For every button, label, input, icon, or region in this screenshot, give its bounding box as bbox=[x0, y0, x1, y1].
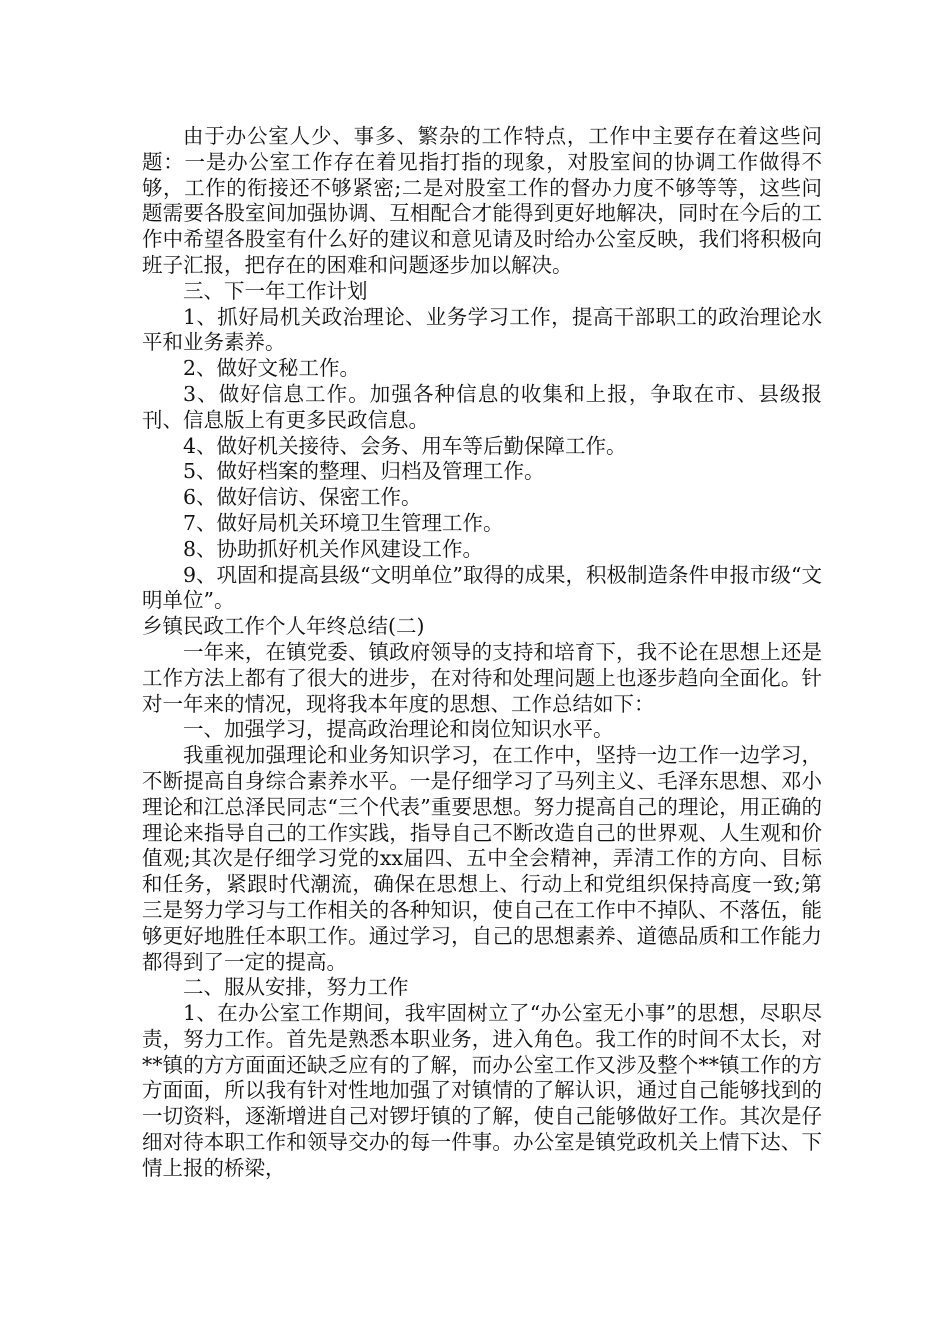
plan-item-8: 8、协助抓好机关作风建设工作。 bbox=[183, 536, 484, 561]
heading-next-year-plan: 三、下一年工作计划 bbox=[183, 278, 368, 303]
plan-item-6: 6、做好信访、保密工作。 bbox=[183, 485, 422, 510]
plan-item-1: 1、抓好局机关政治理论、业务学习工作，提高干部职工的政治理论水平和业务素养。 bbox=[142, 304, 822, 355]
plan-item-2: 2、做好文秘工作。 bbox=[183, 356, 361, 381]
heading-work: 二、服从安排，努力工作 bbox=[183, 975, 409, 1000]
document-page bbox=[142, 124, 822, 1182]
plan-item-7: 7、做好局机关环境卫生管理工作。 bbox=[183, 510, 504, 535]
plan-item-4: 4、做好机关接待、会务、用车等后勤保障工作。 bbox=[183, 433, 627, 458]
heading-study: 一、加强学习，提高政治理论和岗位知识水平。 bbox=[183, 717, 614, 742]
paragraph-study: 我重视加强理论和业务知识学习，在工作中，坚持一边工作一边学习，不断提高自身综合素养水平。一是仔细学习了马列主义、毛泽东思想、邓小理论和江总泽民同志“三个代表”重要思想。努力提高自己的理论，用正确的理论来指导自己的工作实践，指导自己不断改造自己的世界观、人生观和价值观;其次是仔细学习党的xx届四、五中全会精神，弄清工作的方向、目标和任务，紧跟时代潮流，确保在思想上、行动上和党组织保持高度一致;第三是努力学习与工作相关的各种知识，使自己在工作中不掉队、不落伍，能够更好地胜任本职工作。通过学习，自己的思想素养、道德品质和工作能力都得到了一定的提高。 bbox=[142, 743, 822, 974]
section-title: 乡镇民政工作个人年终总结(二) bbox=[142, 614, 425, 639]
plan-item-9: 9、巩固和提高县级“文明单位”取得的成果，积极制造条件申报市级“文明单位”。 bbox=[142, 562, 822, 613]
plan-item-3: 3、做好信息工作。加强各种信息的收集和上报，争取在市、县级报刊、信息版上有更多民政信息。 bbox=[142, 381, 822, 432]
paragraph-office-problems: 由于办公室人少、事多、繁杂的工作特点，工作中主要存在着这些问题：一是办公室工作存在着见指打指的现象，对股室间的协调工作做得不够，工作的衔接还不够紧密;二是对股室工作的督办力度不够等等，这些问题需要各股室间加强协调、互相配合才能得到更好地解决，同时在今后的工作中希望各股室有什么好的建议和意见请及时给办公室反映，我们将积极向班子汇报，把存在的困难和问题逐步加以解决。 bbox=[142, 124, 822, 277]
paragraph-intro: 一年来，在镇党委、镇政府领导的支持和培育下，我不论在思想上还是工作方法上都有了很大的进步，在对待和处理问题上也逐步趋向全面化。针对一年来的情况，现将我本年度的思想、工作总结如下： bbox=[142, 639, 822, 716]
plan-item-5: 5、做好档案的整理、归档及管理工作。 bbox=[183, 459, 545, 484]
paragraph-office-work: 1、在办公室工作期间，我牢固树立了“办公室无小事”的思想，尽职尽责，努力工作。首先是熟悉本职业务，进入角色。我工作的时间不太长，对**镇的方方面面还缺乏应有的了解，而办公室工作又涉及整个**镇工作的方方面面，所以我有针对性地加强了对镇情的了解认识，通过自己能够找到的一切资料，逐渐增进自己对锣圩镇的了解，使自己能够做好工作。其次是仔细对待本职工作和领导交办的每一件事。办公室是镇党政机关上情下达、下情上报的桥梁， bbox=[142, 1001, 822, 1180]
